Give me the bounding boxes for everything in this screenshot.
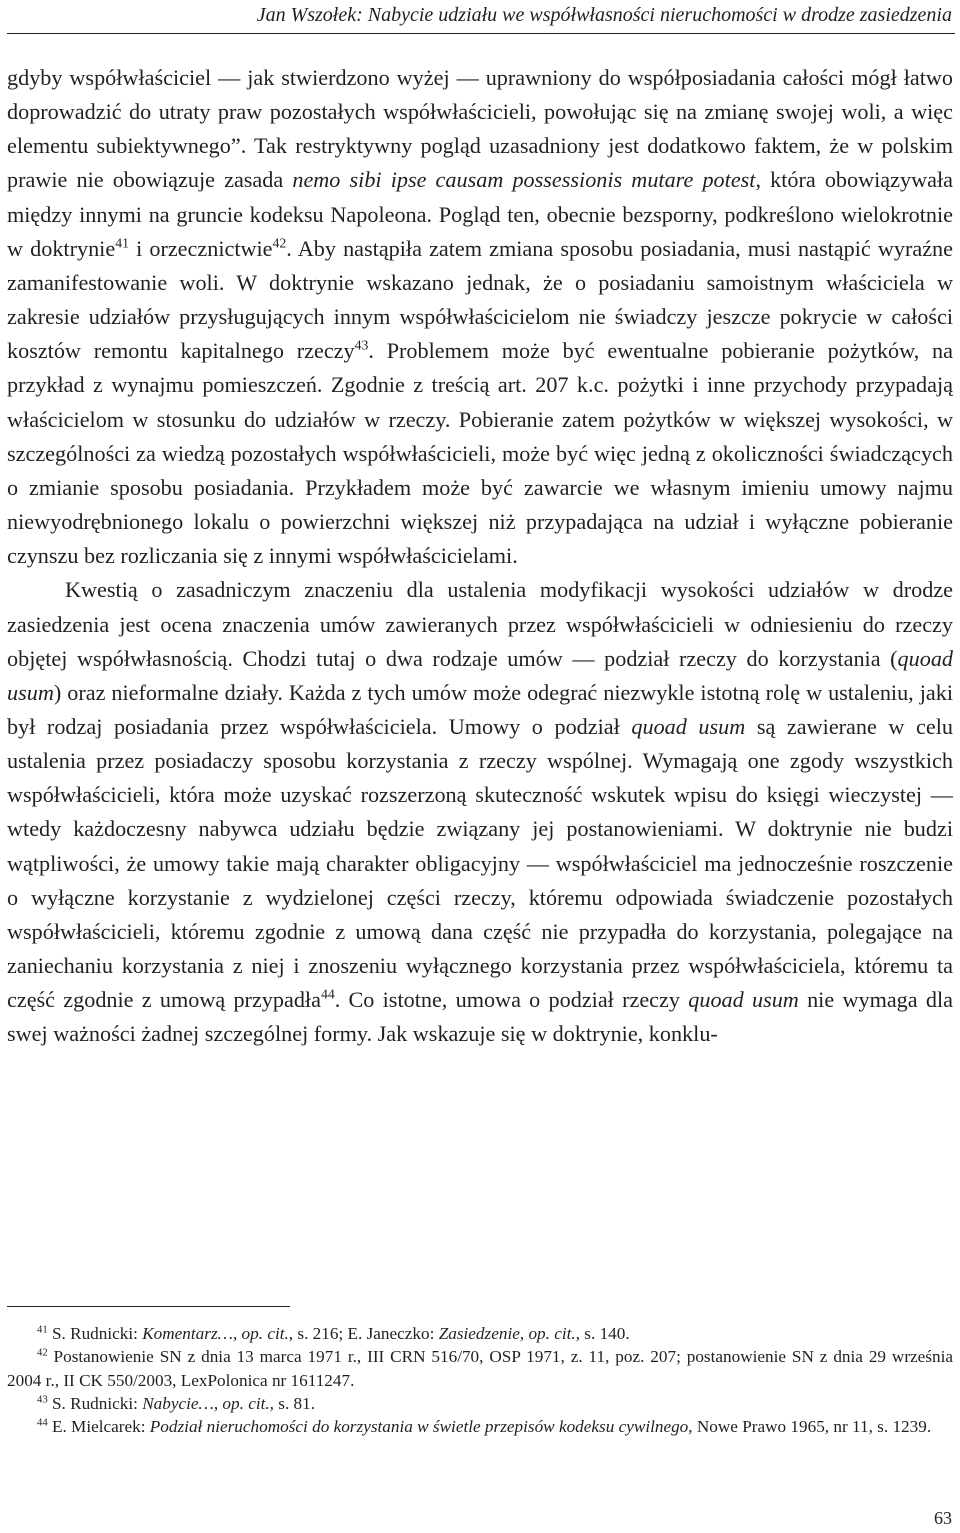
text-run: gdyby współwłaściciel — jak stwierdzono wyżej — uprawniony do współposiadania całości mógł łatwo doprowadzić do utraty praw pozostałych współwłaścicieli, powołując się na zmianę swojej woli, a więc elementu subiektywnego”. Tak restryktywny pogląd uzasadniony jest dodatkowo faktem, że w polskim prawie nie obowiązuje zasada [7,65,953,193]
latin-term: quoad usum [631,713,746,739]
footnote-43 [7,1392,953,1415]
text-run: . Co istotne, umowa o podział rzeczy [334,987,689,1013]
footnote-ref-42[interactable]: 42 [272,235,287,251]
page-number: 63 [934,1508,952,1528]
text-run: nie wymaga dla swej ważności żadnej szczególnej formy. Jak wskazuje się w doktrynie, konklu- [7,987,953,1047]
latin-term: quoad usum [7,645,953,705]
footnote-ref-41[interactable]: 41 [115,235,129,251]
text-run: . Problemem może być ewentualne pobieranie pożytków, na przykład z wynajmu pomieszczeń. Zgodnie z treścią art. 207 k.c. pożytki i inne przychody przypadają właścicielom w stosunku do udziałów w rzeczy. Pobieranie zatem pożytków w większej wysokości, w szczególności za wiedzą pozostałych współwłaścicieli, może być więc jedną z okoliczności świadczących o zmianie sposobu posiadania. Przykładem może być zawarcie we własnym imieniu umowy najmu niewyodrębnionego lokalu o powierzchni większej niż przypadająca na udział i wyłączne pobieranie czynszu bez rozliczania się z innymi współwłaścicielami. [7,338,953,569]
text-run: ) oraz nieformalne działy. Każda z tych umów może odegrać niezwykle istotną rolę w ustaleniu, jaki był rodzaj posiadania przez współwłaściciela. Umowy o podział [7,679,953,739]
footnote-title: Zasiedzenie [438,1324,520,1343]
footnote-title: Podział nieruchomości do korzystania w świetle przepisów kodeksu cywilnego [149,1417,689,1437]
footnotes [7,1322,953,1438]
footnote-citation: op. cit. [241,1324,289,1343]
footnote-text: , s. 81. [269,1393,316,1413]
footnote-text: S. Rudnicki: [47,1324,143,1343]
footnote-44 [7,1415,953,1438]
footnote-ref-44[interactable]: 44 [320,986,335,1002]
footnote-number: 43 [37,1394,48,1406]
latin-maxim: nemo sibi ipse causam possessionis mutare potest [292,167,756,193]
paragraph-2 [7,573,953,1051]
text-run: , która obowiązywała między innymi na gruncie kodeksu Napoleona. Pogląd ten, obecnie bezsporny, podkreślono wielokrotnie w doktrynie [7,167,953,261]
text-run: i orzecznictwie [128,235,273,261]
footnote-separator [7,1306,290,1307]
footnote-text: , s. 140. [575,1324,630,1343]
footnote-citation: op. cit. [222,1393,270,1413]
footnote-number: 44 [37,1417,48,1429]
footnote-42 [7,1345,953,1392]
footnote-text: Postanowienie SN z dnia 13 marca 1971 r., III CRN 516/70, OSP 1971, z. 11, poz. 207; postanowienie SN z dnia 29 września 2004 r., II CK 550/2003, LexPolonica nr 1611247. [7,1347,953,1390]
footnote-text: , [213,1393,223,1413]
footnote-text: E. Mielcarek: [47,1417,150,1437]
main-text [7,61,953,1052]
footnote-text: S. Rudnicki: [47,1393,143,1413]
footnote-citation: op. cit. [528,1324,576,1343]
running-header: Jan Wszołek: Nabycie udziału we współwłasności nieruchomości w drodze zasiedzenia [256,4,952,26]
footnote-text: , Nowe Prawo 1965, nr 11, s. 1239. [688,1417,932,1437]
text-run: są zawierane w celu ustalenia przez posiadaczy sposobu korzystania z rzeczy wspólnej. Wymagają one zgody wszystkich współwłaścicieli, która może uzyskać rozszerzoną skuteczność wskutek wpisu do księgi wieczystej — wtedy każdoczesny nabywca udziału będzie związany jej postanowieniami. W doktrynie nie budzi wątpliwości, że umowy takie mają charakter obligacyjny — współwłaściciel ma jednocześnie roszczenie o wyłączne korzystanie z wydzielonej części rzeczy, któremu odpowiada świadczenie pozostałych współwłaścicieli, któremu zgodnie z umową dana część nie przypadła do korzystania, polegające na zaniechaniu korzystania z niej i znoszeniu wyłącznego korzystania przez współwłaściciela, któremu ta część zgodnie z umową przypadła [7,713,953,1013]
footnote-number: 41 [37,1324,48,1336]
footnote-text: , s. 216; E. Janeczko: [288,1324,439,1343]
header-divider [7,33,955,34]
footnote-text: , [232,1324,242,1343]
latin-term: quoad usum [688,987,799,1013]
footnote-41 [7,1322,953,1345]
paragraph-1 [7,61,953,573]
footnote-title: Komentarz… [142,1324,233,1343]
footnote-text: , [519,1324,529,1343]
footnote-number: 42 [37,1347,48,1359]
footnote-title: Nabycie… [142,1393,214,1413]
text-run: Kwestią o zasadniczym znaczeniu dla ustalenia modyfikacji wysokości udziałów w drodze zasiedzenia jest ocena znaczenia umów zawieranych przez współwłaścicieli w odniesieniu do rzeczy objętej współwłasnością. Chodzi tutaj o dwa rodzaje umów — podział rzeczy do korzystania ( [7,577,953,671]
footnote-ref-43[interactable]: 43 [354,337,369,353]
text-run: . Aby nastąpiła zatem zmiana sposobu posiadania, musi nastąpić wyraźne zamanifestowanie woli. W doktrynie wskazano jednak, że o posiadaniu samoistnym właściciela w zakresie udziałów przysługujących innym współwłaścicielom nie świadczy jeszcze pokrycie w całości kosztów remontu kapitalnego rzeczy [7,235,953,364]
